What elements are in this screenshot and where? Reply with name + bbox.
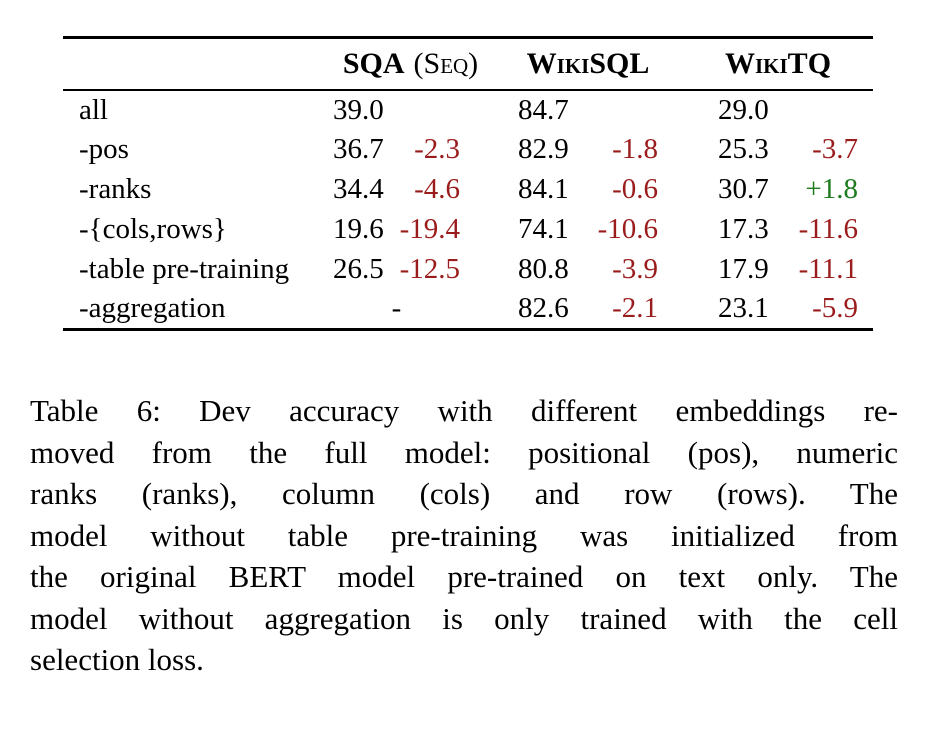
- col-header-wikitq: [718, 38, 873, 90]
- value-cell: 84.7: [518, 93, 569, 126]
- row-label: -aggregation: [79, 292, 226, 325]
- value-cell: 84.1: [518, 173, 569, 205]
- value-cell: 29.0: [718, 93, 769, 126]
- value-cell: 80.8: [518, 253, 569, 285]
- delta-cell: -0.6: [612, 173, 659, 205]
- delta-cell: -19.4: [399, 213, 461, 245]
- value-cell: 23.1: [718, 292, 769, 325]
- caption-line: model without table pre-training was initialized from: [30, 517, 898, 553]
- delta-cell: -2.3: [414, 133, 461, 165]
- table-row: [63, 210, 873, 250]
- table-row: [63, 290, 873, 330]
- caption-line: moved from the full model: positional (pos), numeric: [30, 434, 898, 470]
- table-row: [63, 130, 873, 170]
- row-label: -table pre-training: [79, 253, 290, 285]
- caption-line: ranks (ranks), column (cols) and row (rows). The: [30, 476, 898, 511]
- table-row: [63, 170, 873, 210]
- delta-cell: -10.6: [597, 213, 659, 245]
- delta-cell: -11.6: [798, 213, 859, 245]
- header-corner-cell: [63, 38, 333, 90]
- delta-cell: [778, 90, 873, 130]
- delta-cell: +1.8: [805, 173, 859, 205]
- results-table: [63, 36, 873, 331]
- caption-line: the original BERT model pre-trained on text only. The: [30, 559, 898, 594]
- delta-cell: -11.1: [798, 253, 859, 285]
- caption-line: selection loss.: [30, 642, 204, 677]
- col-header-sqa-label: SQA: [342, 46, 405, 80]
- caption-line: model without aggregation is only trained with the cell: [30, 600, 898, 636]
- header-row: [63, 38, 873, 90]
- col-header-wikisql: [518, 38, 718, 90]
- delta-cell: -12.5: [399, 253, 461, 285]
- col-header-sqa-paren: (Seq): [413, 46, 479, 80]
- delta-cell: -1.8: [612, 133, 659, 165]
- missing-value-cell: -: [391, 292, 402, 325]
- value-cell: 17.3: [718, 213, 769, 245]
- delta-cell: -5.9: [812, 292, 859, 325]
- value-cell: 25.3: [718, 133, 769, 165]
- delta-cell: -3.9: [612, 253, 659, 285]
- delta-cell: [578, 90, 718, 130]
- col-header-sqa: [333, 38, 518, 90]
- value-cell: 36.7: [333, 133, 384, 165]
- value-cell: 26.5: [333, 253, 384, 285]
- row-label: -{cols,rows}: [79, 213, 227, 245]
- table-row: [63, 250, 873, 290]
- row-label: -pos: [79, 133, 129, 165]
- row-label: all: [79, 93, 108, 126]
- value-cell: 74.1: [518, 213, 569, 245]
- delta-cell: -3.7: [812, 133, 859, 165]
- delta-cell: [393, 90, 518, 130]
- row-label: -ranks: [79, 173, 152, 205]
- delta-cell: -4.6: [414, 173, 461, 205]
- value-cell: 82.9: [518, 133, 569, 165]
- value-cell: 34.4: [333, 173, 384, 205]
- table-caption: [30, 390, 898, 681]
- value-cell: 82.6: [518, 292, 569, 325]
- value-cell: 30.7: [718, 173, 769, 205]
- delta-cell: -2.1: [612, 292, 659, 325]
- caption-line: Table 6: Dev accuracy with different embeddings re-: [30, 393, 898, 428]
- table-row: [63, 90, 873, 130]
- value-cell: 19.6: [333, 213, 384, 245]
- col-header-wikitq-label: WikiTQ: [725, 46, 832, 80]
- col-header-wikisql-label: WikiSQL: [526, 46, 650, 80]
- value-cell: 39.0: [333, 93, 384, 126]
- value-cell: 17.9: [718, 253, 769, 285]
